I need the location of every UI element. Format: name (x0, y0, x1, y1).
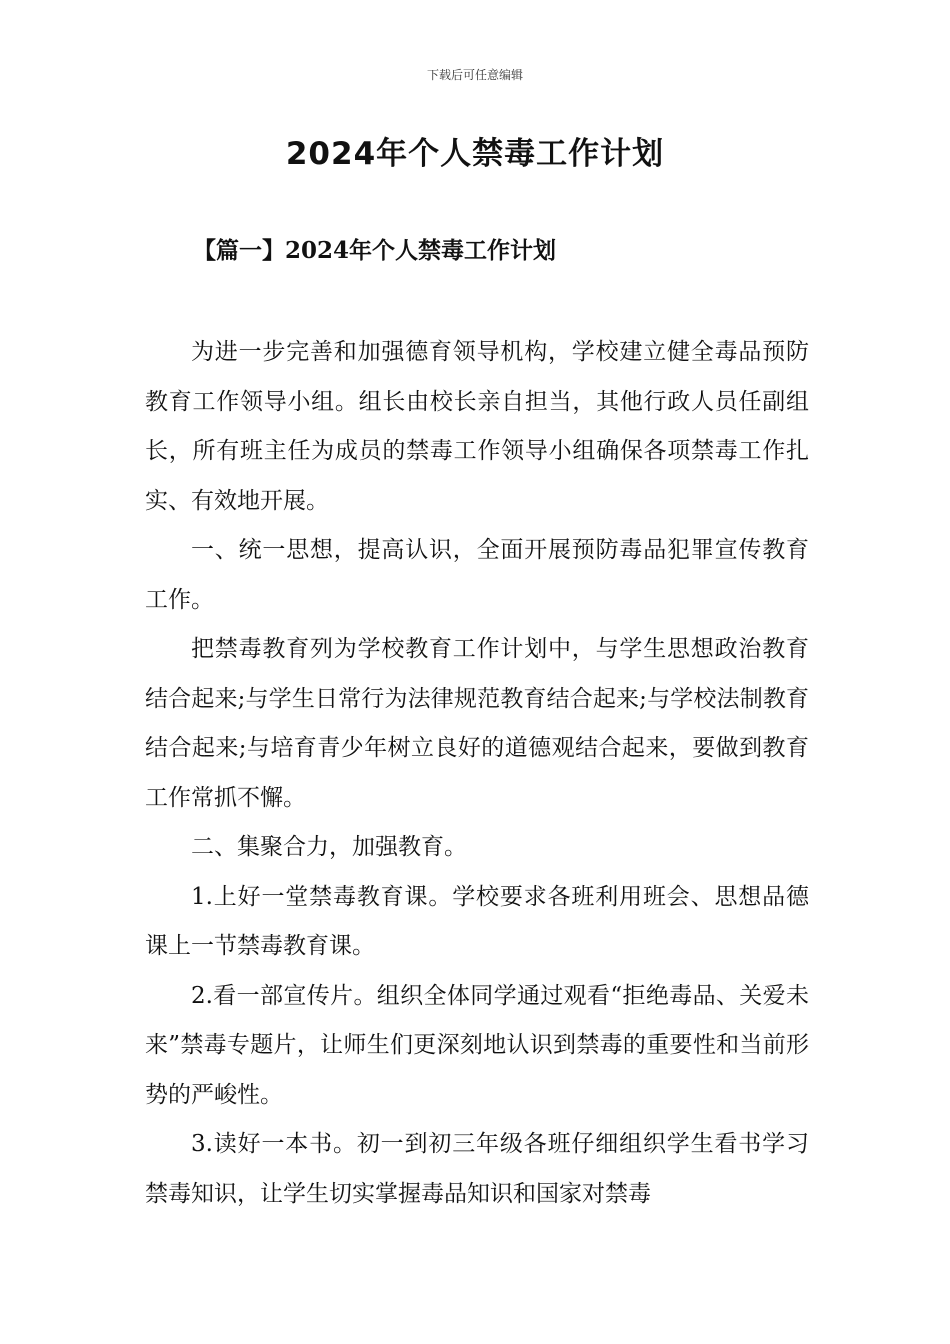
paragraph-intro: 为进一步完善和加强德育领导机构，学校建立健全毒品预防教育工作领导小组。组长由校长亲自担当，其他行政人员任副组长，所有班主任为成员的禁毒工作领导小组确保各项禁毒工作扎实、有效地开展。 (145, 339, 809, 514)
paragraph-item-1: 1.上好一堂禁毒教育课。学校要求各班利用班会、思想品德课上一节禁毒教育课。 (145, 883, 809, 959)
paragraph-heading-2: 二、集聚合力，加强教育。 (191, 834, 467, 860)
paragraph-education-plan: 把禁毒教育列为学校教育工作计划中，与学生思想政治教育结合起来;与学生日常行为法律规范教育结合起来;与学校法制教育结合起来;与培育青少年树立良好的道德观结合起来，要做到教育工作常抓不懈。 (145, 636, 809, 811)
section-heading: 【篇一】2024年个人禁毒工作计划 (193, 237, 557, 264)
header-note: 下载后可任意编辑 (426, 68, 523, 82)
document-title: 2024年个人禁毒工作计划 (285, 136, 665, 172)
paragraph-heading-1: 一、统一思想，提高认识，全面开展预防毒品犯罪宣传教育工作。 (145, 537, 809, 613)
paragraph-item-3: 3.读好一本书。初一到初三年级各班仔细组织学生看书学习禁毒知识，让学生切实掌握毒品知识和国家对禁毒 (145, 1131, 809, 1207)
document-body (145, 328, 809, 1219)
paragraph-item-2: 2.看一部宣传片。组织全体同学通过观看“拒绝毒品、关爱未来”禁毒专题片，让师生们更深刻地认识到禁毒的重要性和当前形势的严峻性。 (145, 982, 809, 1108)
